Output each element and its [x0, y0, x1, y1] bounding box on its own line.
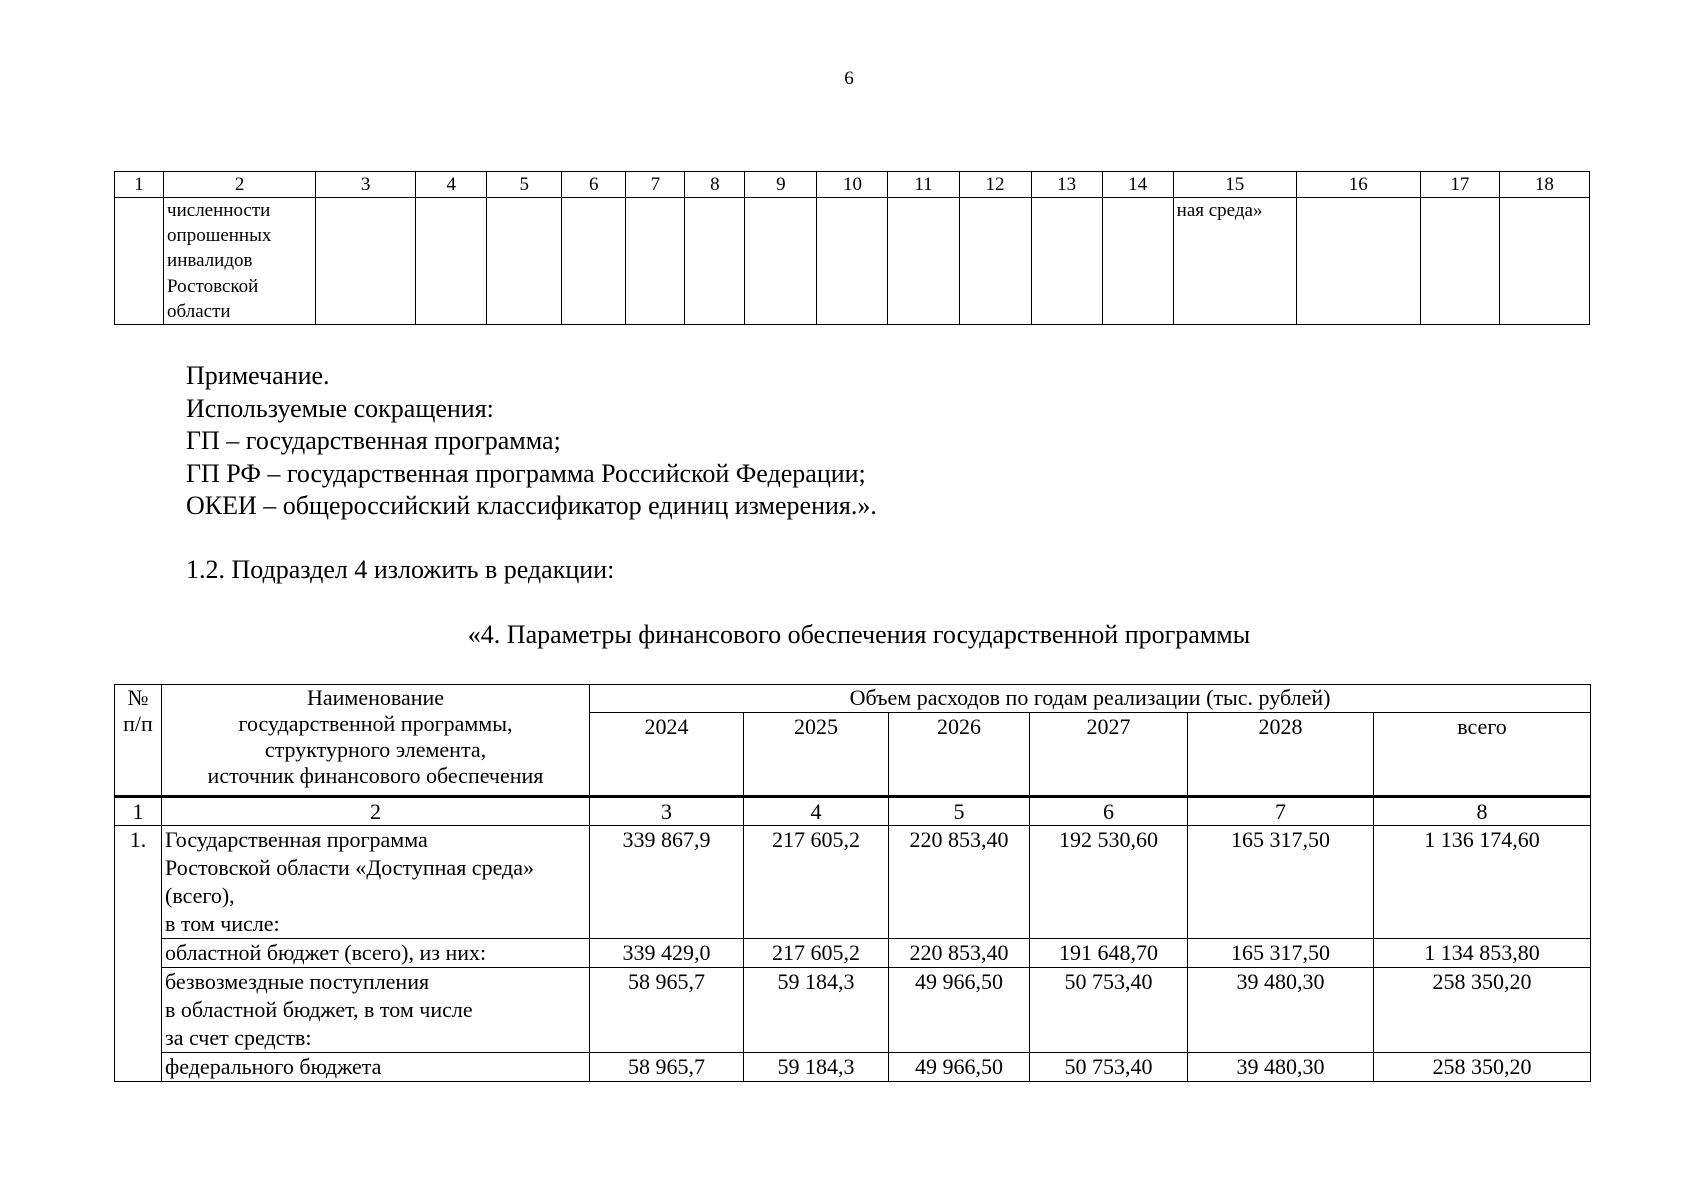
- table1-col-number: 12: [959, 172, 1031, 198]
- table1-cell: [115, 198, 164, 325]
- column-number: 8: [1374, 797, 1591, 826]
- table1-cell: [626, 198, 685, 325]
- table1-cell: [316, 198, 416, 325]
- table1-col-number: 5: [487, 172, 562, 198]
- table1-col-number: 18: [1499, 172, 1589, 198]
- text-line: Государственная программа: [165, 827, 428, 852]
- header-text-line: №: [127, 685, 149, 710]
- value-cell: 59 184,3: [744, 1053, 889, 1082]
- table-row: [115, 939, 1591, 968]
- text-line: за счет средств:: [165, 1025, 312, 1050]
- notes-block: [186, 360, 877, 523]
- abbreviation-item: ГП РФ – государственная программа Российской Федерации;: [186, 458, 866, 488]
- column-number: 7: [1188, 797, 1374, 826]
- text-line: Ростовской области «Доступная среда»: [165, 855, 535, 880]
- header-text-line: структурного элемента,: [264, 737, 487, 762]
- table1-cell: [888, 198, 959, 325]
- table1-cell-indicator-name: [164, 198, 316, 325]
- value-cell: 217 605,2: [744, 826, 889, 939]
- value-cell: 192 530,60: [1030, 826, 1188, 939]
- table1-col-number: 3: [316, 172, 416, 198]
- table1-col-number: 14: [1102, 172, 1173, 198]
- value-cell: 217 605,2: [744, 939, 889, 968]
- row-number: 1.: [115, 826, 162, 1082]
- header-year: 2024: [590, 713, 744, 797]
- text-line: (всего),: [165, 883, 235, 908]
- table1-cell: [1031, 198, 1102, 325]
- value-cell: 39 480,30: [1188, 1053, 1374, 1082]
- table1-header-row: [115, 172, 1590, 198]
- value-cell: 50 753,40: [1030, 1053, 1188, 1082]
- table1-cell: [745, 198, 817, 325]
- header-year: 2027: [1030, 713, 1188, 797]
- text-line: области: [167, 300, 231, 322]
- text-line: инвалидов: [167, 250, 253, 272]
- table1-col-number: 2: [164, 172, 316, 198]
- section-title: «4. Параметры финансового обеспечения государственной программы: [467, 620, 1251, 649]
- table1-col-number: 11: [888, 172, 959, 198]
- table2-column-numbers-row: [115, 797, 1591, 826]
- header-year: 2025: [744, 713, 889, 797]
- column-number: 5: [889, 797, 1030, 826]
- value-cell: 220 853,40: [889, 939, 1030, 968]
- table-row: [115, 968, 1591, 1053]
- value-cell: 220 853,40: [889, 826, 1030, 939]
- value-cell: 339 867,9: [590, 826, 744, 939]
- text-line: областной бюджет (всего), из них:: [165, 940, 487, 965]
- column-number: 4: [744, 797, 889, 826]
- table-row: [115, 1053, 1591, 1082]
- header-total: всего: [1374, 713, 1591, 797]
- table2-header-row: [115, 685, 1591, 713]
- value-cell: 49 966,50: [889, 1053, 1030, 1082]
- table1-col-number: 13: [1031, 172, 1102, 198]
- header-number: [115, 685, 162, 797]
- text-line: ная среда»: [1176, 200, 1263, 221]
- text-line: в том числе:: [165, 911, 280, 936]
- table1-cell: [1102, 198, 1173, 325]
- table1-cell: [959, 198, 1031, 325]
- header-expenditure-group: Объем расходов по годам реализации (тыс. рублей): [590, 685, 1591, 713]
- column-number: 6: [1030, 797, 1188, 826]
- page-number: 6: [844, 68, 854, 89]
- financing-table: [114, 684, 1591, 1082]
- abbreviation-item: ГП – государственная программа;: [186, 426, 561, 455]
- value-cell: 165 317,50: [1188, 939, 1374, 968]
- header-text-line: Наименование: [306, 685, 445, 710]
- row-name: [162, 826, 590, 939]
- text-line: безвозмездные поступления: [165, 969, 430, 994]
- value-cell-total: 258 350,20: [1374, 968, 1591, 1053]
- abbreviations-title: Используемые сокращения:: [186, 393, 494, 423]
- table1-col-number: 16: [1296, 172, 1420, 198]
- text-line: опрошенных: [167, 225, 272, 247]
- table1-col-number: 7: [626, 172, 685, 198]
- table1-col-number: 4: [416, 172, 487, 198]
- header-text-line: п/п: [123, 711, 153, 736]
- header-year: 2028: [1188, 713, 1374, 797]
- table1-cell: [1296, 198, 1420, 325]
- value-cell: 58 965,7: [590, 968, 744, 1053]
- table1-cell: [562, 198, 626, 325]
- row-name: [162, 939, 590, 968]
- table1-col-number: 9: [745, 172, 817, 198]
- header-year: 2026: [889, 713, 1030, 797]
- table1-cell: [685, 198, 745, 325]
- table1-col-number: 1: [115, 172, 164, 198]
- text-line: в областной бюджет, в том числе: [165, 997, 473, 1022]
- table1-col-number: 10: [817, 172, 888, 198]
- value-cell: 339 429,0: [590, 939, 744, 968]
- value-cell-total: 258 350,20: [1374, 1053, 1591, 1082]
- column-number: 1: [115, 797, 162, 826]
- value-cell: 59 184,3: [744, 968, 889, 1053]
- table1-cell: [487, 198, 562, 325]
- header-text-line: государственной программы,: [238, 711, 513, 736]
- subsection-instruction: 1.2. Подраздел 4 изложить в редакции:: [186, 555, 615, 584]
- row-name: [162, 1053, 590, 1082]
- abbreviation-item: ОКЕИ – общероссийский классификатор единиц измерения.».: [186, 491, 877, 520]
- table1-cell: [416, 198, 487, 325]
- value-cell: 58 965,7: [590, 1053, 744, 1082]
- table1-col-number: 8: [685, 172, 745, 198]
- table1-row: [115, 198, 1590, 325]
- value-cell-total: 1 134 853,80: [1374, 939, 1591, 968]
- value-cell: 50 753,40: [1030, 968, 1188, 1053]
- value-cell-total: 1 136 174,60: [1374, 826, 1591, 939]
- table1-cell: [1420, 198, 1499, 325]
- indicators-table-continuation: [114, 171, 1590, 325]
- value-cell: 39 480,30: [1188, 968, 1374, 1053]
- text-line: численности: [167, 200, 271, 221]
- table1-col-number: 6: [562, 172, 626, 198]
- table1-cell-program: [1173, 198, 1296, 325]
- column-number: 3: [590, 797, 744, 826]
- table-row: [115, 826, 1591, 939]
- value-cell: 49 966,50: [889, 968, 1030, 1053]
- table1-col-number: 15: [1173, 172, 1296, 198]
- value-cell: 165 317,50: [1188, 826, 1374, 939]
- value-cell: 191 648,70: [1030, 939, 1188, 968]
- text-line: Ростовской: [167, 275, 259, 297]
- table1-cell: [817, 198, 888, 325]
- header-name: [162, 685, 590, 797]
- column-number: 2: [162, 797, 590, 826]
- row-name: [162, 968, 590, 1053]
- notes-title: Примечание.: [186, 361, 330, 390]
- table1-col-number: 17: [1420, 172, 1499, 198]
- text-line: федерального бюджета: [165, 1054, 382, 1079]
- table1-cell: [1499, 198, 1589, 325]
- header-text-line: источник финансового обеспечения: [207, 763, 544, 788]
